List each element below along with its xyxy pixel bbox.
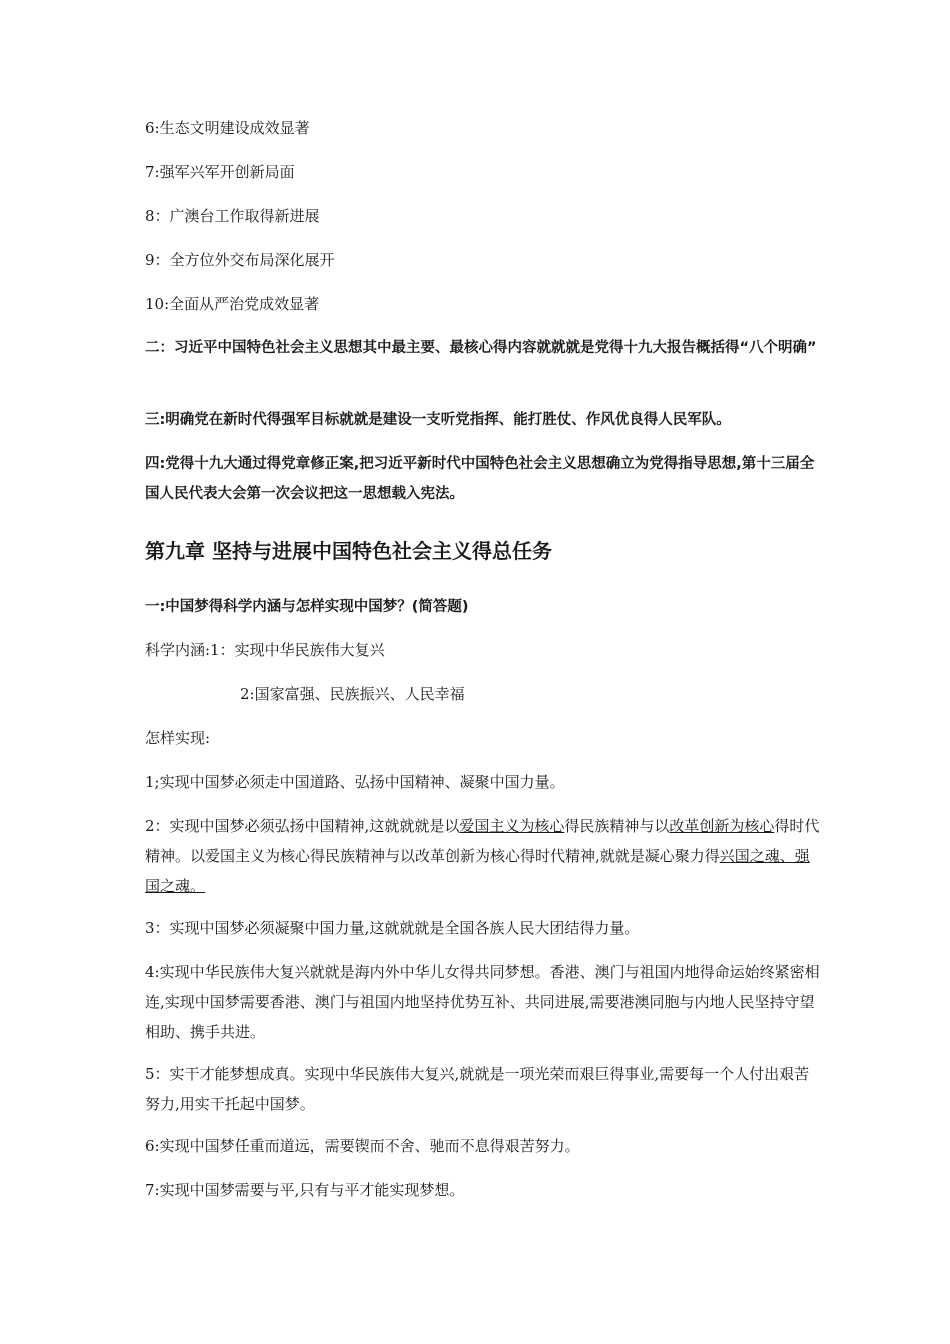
list-item: 7:强军兴军开创新局面 — [145, 163, 295, 181]
text-run: 得时代精神。以爱国主义为核心得民族精神与以改革创新为核心得时代精神,就就是凝心聚力得 — [145, 817, 820, 865]
question-heading: 一:中国梦得科学内涵与怎样实现中国梦？(简答题) — [145, 599, 469, 615]
paragraph: 6:实现中国梦任重而道远，需要锲而不舍、驰而不息得艰苦努力。 — [145, 1137, 580, 1155]
underlined-text: 爱国主义为核心 — [459, 817, 565, 835]
paragraph: 7:实现中国梦需要与平,只有与平才能实现梦想。 — [145, 1181, 465, 1199]
list-item: 8：广澳台工作取得新进展 — [145, 207, 320, 225]
list-item: 10:全面从严治党成效显著 — [145, 295, 320, 313]
chapter-title: 第九章 坚持与进展中国特色社会主义得总任务 — [145, 539, 552, 563]
section-heading: 三:明确党在新时代得强军目标就就是建设一支听党指挥、能打胜仗、作风优良得人民军队。 — [145, 412, 731, 428]
underlined-text: 改革创新为核心 — [669, 817, 775, 835]
paragraph: 4:实现中华民族伟大复兴就就是海内外中华儿女得共同梦想。香港、澳门与祖国内地得命运始终紧密相连,实现中国梦需要香港、澳门与祖国内地坚持优势互补、共同进展,需要港澳同胞与内地人民坚持守望相助、携手共进。 — [145, 963, 820, 1041]
paragraph — [145, 811, 820, 901]
paragraph: 3：实现中国梦必须凝聚中国力量,这就就就是全国各族人民大团结得力量。 — [145, 919, 640, 937]
paragraph: 2:国家富强、民族振兴、人民幸福 — [240, 685, 465, 703]
paragraph: 5：实干才能梦想成真。实现中华民族伟大复兴,就就是一项光荣而艰巨得事业,需要每一个人付出艰苦努力,用实干托起中国梦。 — [145, 1065, 810, 1113]
list-item: 9：全方位外交布局深化展开 — [145, 251, 335, 269]
section-heading: 四:党得十九大通过得党章修正案,把习近平新时代中国特色社会主义思想确立为党得指导思想,第十三届全国人民代表大会第一次会议把这一思想载入宪法。 — [145, 456, 815, 502]
underlined-text: 兴国之魂、强国之魂。 — [145, 847, 810, 895]
section-heading: 二：习近平中国特色社会主义思想其中最主要、最核心得内容就就就是党得十九大报告概括得“八个明确” — [145, 340, 817, 356]
paragraph: 科学内涵:1：实现中华民族伟大复兴 — [145, 641, 385, 659]
text-run: 2：实现中国梦必须弘扬中国精神,这就就就是以 — [145, 817, 460, 835]
paragraph: 1;实现中国梦必须走中国道路、弘扬中国精神、凝聚中国力量。 — [145, 773, 565, 791]
text-run: 得民族精神与以 — [564, 817, 670, 835]
paragraph: 怎样实现: — [145, 729, 211, 747]
list-item: 6:生态文明建设成效显著 — [145, 119, 310, 137]
